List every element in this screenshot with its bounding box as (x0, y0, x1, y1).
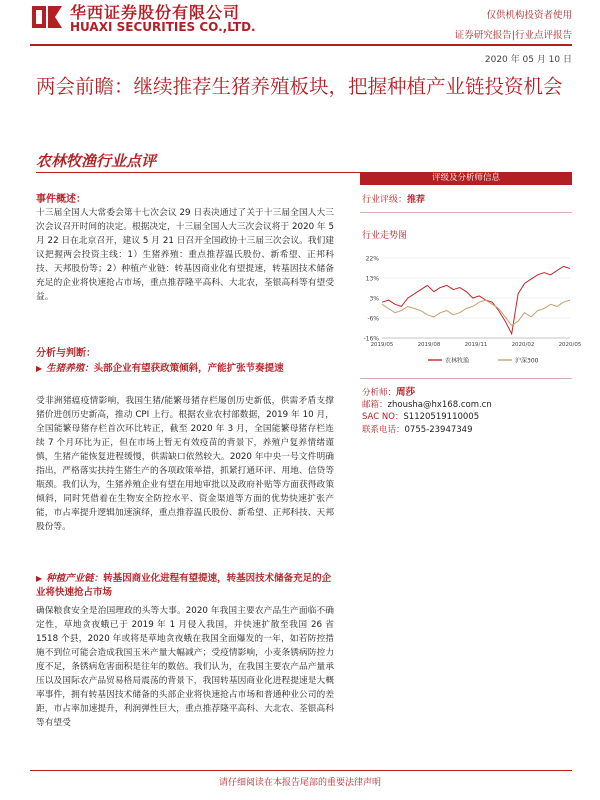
event-text: 十三届全国人大常委会第十七次会议 29 日表决通过了关于十三届全国人大三次会议召开时间的决定。根据决定，十三届全国人大三次会议将于 2020 年 5 月 22 日在北京召开，建议 5 月 21 日召开全国政协十三届三次会议。我们建议把握两会投资主线：1）生猪养殖：重点推荐温氏股份、新希望、正邦科技、天邦股份等；2）种植产业链：转基因商业化有望提速，转基因技术储备充足的企业将快速抢占市场，重点推荐隆平高科、大北农，荃银高科等有望受益。 (36, 208, 334, 302)
y-tick-label: -16% (363, 335, 379, 343)
analyst-email-row: 邮箱：zhousha@hx168.com.cn (362, 400, 492, 410)
y-tick-label: 3% (369, 295, 379, 303)
rating-value: 推荐 (407, 195, 426, 205)
x-tick-label: 2020/05 (558, 342, 582, 348)
triangle-bullet-icon: ▶ (36, 364, 43, 373)
huaxi-logo-icon (30, 2, 64, 32)
legend-label: 农林牧渔 (445, 357, 470, 365)
chart-divider (360, 378, 572, 379)
company-name-cn: 华西证券股份有限公司 (70, 3, 241, 22)
seed-section-headline: ▶ 种植产业链：转基因商业化进程有望提速，转基因技术储备充足的企业将快速抢占市场 (36, 573, 332, 598)
industry-trend-chart (358, 250, 582, 370)
report-subtitle: 农林牧渔行业点评 (36, 152, 157, 170)
industry-rating: 行业评级：推荐 (362, 195, 426, 205)
report-type: 证券研究报告|行业点评报告 (454, 30, 572, 41)
analyst-name-row: 分析师：周莎 (362, 387, 416, 398)
subtitle-divider (36, 172, 380, 173)
report-header (0, 0, 600, 50)
audience-note: 仅供机构投资者使用 (486, 10, 572, 21)
x-tick-label: 2020/02 (511, 342, 535, 348)
report-title: 两会前瞻：继续推荐生猪养殖板块，把握种植产业链投资机会 (36, 75, 563, 98)
pig-section-headline: ▶ 生猪养殖：头部企业有望获政策倾斜，产能扩张节奏提速 (36, 363, 284, 374)
footer-divider (30, 770, 572, 771)
analyst-sac-row: SAC NO：S1120519110005 (362, 412, 480, 422)
legal-notice-footer: 请仔细阅读在本报告尾部的重要法律声明 (218, 778, 381, 788)
analyst-phone-row: 联系电话：0755-23947349 (362, 425, 473, 435)
event-heading: 事件概述： (36, 194, 86, 205)
series-line-0 (382, 266, 570, 333)
report-date: 2020 年 05 月 10 日 (484, 55, 572, 65)
pig-section-text: 受非洲猪瘟疫情影响，我国生猪/能繁母猪存栏屡创历史新低，供需矛盾支撑猪价进创历史新高，推动 CPI 上行。根据农业农村部数据，2019 年 10 月，全国能繁母猪存栏首次环比转正，截至 2020 年 3 月，全国能繁母猪存栏连续 7 个月环比为正，但在市场上暂无有效疫苗的背景下，养殖户复养情绪谨慎，生猪产能恢复进程缓慢，供需缺口依然较大。2020 年中央一号文件明确指出，严格落实扶持生猪生产的各项政策举措，抓紧打通环评、用地、信贷等瓶颈。我们认为，生猪养殖企业有望在用地审批以及政府补贴等方面获得政策倾斜，同时凭借着在生物安全防控水平、资金渠道等方面的优势快速扩张产能，市占率提升逻辑加速演绎，重点推荐温氏股份、新希望、正邦科技、天邦股份等。 (36, 396, 334, 532)
seed-section-text: 确保粮食安全是治国理政的头等大事。2020 年我国主要农产品生产面临不确定性，草地贪夜蛾已于 2019 年 1 月侵入我国，并快速扩散至我国 26 省 1518 个县，2020 年或将是草地贪夜蛾在我国全面爆发的一年，如若防控措施不到位可能会造成我国玉米产量大幅减产；受疫情影响，小麦条锈病防控力度不足，条锈病危害面积是往年的数倍。我们认为，在我国主要农产品产量承压以及国际农产品贸易格局震荡的背景下，我国转基因商业化进程提速是大概率事件，拥有转基因技术储备的头部企业将快速抢占市场和普通种业公司的差距，市占率加速提升，利润弹性巨大，重点推荐隆平高科、大北农、荃银高科等有望受 (36, 606, 334, 728)
triangle-bullet-icon: ▶ (36, 574, 43, 583)
analysis-heading: 分析与判断： (36, 348, 96, 359)
company-name-en: HUAXI SECURITIES CO.,LTD. (70, 20, 256, 34)
sidebar-header: 评级及分析师信息 (360, 172, 572, 185)
y-tick-label: -6% (367, 315, 379, 323)
header-divider (30, 44, 572, 46)
analyst-name: 周莎 (396, 387, 416, 398)
trend-label: 行业走势图 (362, 231, 408, 241)
rating-divider (360, 212, 572, 213)
y-tick-label: 13% (365, 275, 379, 283)
analyst-email[interactable]: zhousha@hx168.com.cn (387, 400, 492, 410)
x-tick-label: 2019/05 (370, 342, 394, 348)
x-tick-label: 2019/11 (464, 342, 488, 348)
y-tick-label: 22% (365, 255, 379, 263)
analyst-sac-number: S1120519110005 (403, 412, 480, 422)
legend-label: 沪深300 (515, 357, 539, 365)
x-tick-label: 2019/08 (417, 342, 441, 348)
series-line-1 (382, 300, 570, 325)
analyst-phone: 0755-23947349 (404, 425, 473, 435)
